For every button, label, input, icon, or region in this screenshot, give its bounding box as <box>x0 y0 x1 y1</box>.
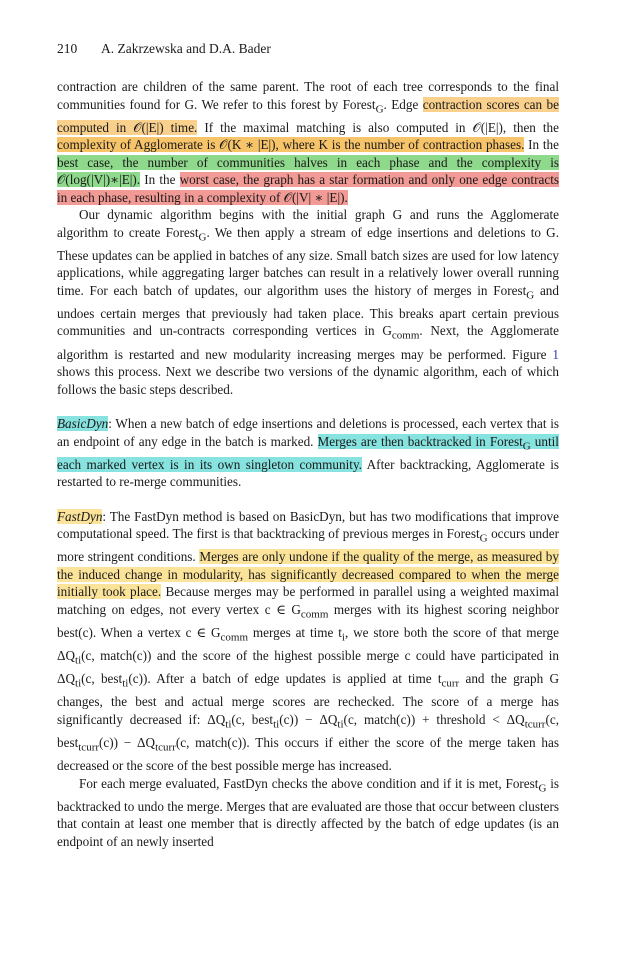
text-run: After backtracking, Agglomerate is restarted to re-merge communities. <box>57 456 560 490</box>
subscript: ti <box>122 677 129 690</box>
text-run: (c, best <box>231 711 274 727</box>
subscript: tcurr <box>155 741 176 754</box>
subscript: comm <box>220 631 249 644</box>
text-run: In the <box>524 137 559 153</box>
highlight-orange-complexity: complexity of Agglomerate is 𝒪(K ∗ |E|), where K is the number of contraction phases. <box>57 137 525 153</box>
subscript: i <box>341 631 345 644</box>
text-run: shows this process. Next we describe two versions of the dynamic algorithm, each of which follows the basic steps described. <box>57 364 559 397</box>
subscript: comm <box>391 330 420 343</box>
text-run: contraction are children of the same parent. The root of each tree corresponds to the final communities found for G. We refer to this forest by Forest <box>57 79 559 112</box>
text-run: occurs under more stringent conditions. <box>57 526 559 565</box>
text-run: merges at time t <box>248 624 342 640</box>
text-run: and the graph G changes, the best and actual merge scores are rechecked. The score of a merge has significantly decreased if: ΔQ <box>57 671 559 727</box>
text-run: merges with its highest scoring neighbor best(c). When a vertex c ∈ G <box>57 601 559 640</box>
page-number: 210 <box>57 41 78 56</box>
text-run: , we store both the score of that merge ΔQ <box>57 624 559 664</box>
text-run: : The FastDyn method is based on BasicDyn, but has two modifications that improve computational speed. The first is that backtracking of previous merges in Forest <box>57 508 559 542</box>
fastdyn-label: FastDyn <box>57 508 103 524</box>
highlight-green-best-case: best case, the number of communities halves in each phase and the complexity is 𝒪(log(|V|)∗|E|). <box>57 154 559 188</box>
paragraph-fastdyn <box>57 508 559 775</box>
highlight-yellow-merge-quality: Merges are only undone if the quality of the merge, as measured by the induced change in modularity, has significantly decreased compared to when the merge initially took place. <box>57 549 559 600</box>
subscript: G <box>526 289 535 302</box>
text-run: Because merges may be performed in parallel using a weighted maximal matching on edges, not every vertex c ∈ G <box>57 584 559 617</box>
text-run: : When a new batch of edge insertions and deletions is processed, each vertex that is an endpoint of any edge in the batch is marked. <box>57 416 559 449</box>
figure-reference-link[interactable]: 1 <box>552 346 559 362</box>
subscript: ti <box>75 654 82 667</box>
subscript: G <box>479 532 488 545</box>
paragraph-dynamic-algorithm <box>57 206 559 398</box>
paragraph-complexity <box>57 78 559 206</box>
text-run: In the <box>140 172 180 188</box>
text-run: Our dynamic algorithm begins with the initial graph G and runs the Agglomerate algorithm to create Forest <box>57 207 559 240</box>
subscript: G <box>198 231 207 244</box>
subscript: ti <box>225 718 232 731</box>
text-run: (c)). After a batch of edge updates is applied at time t <box>128 671 442 687</box>
subscript: ti <box>75 677 82 690</box>
text-run: and undoes certain merges that previously had taken place. This breaks apart certain previous communities and un-contracts corresponding vertices in G <box>57 282 559 339</box>
subscript: G <box>538 782 547 795</box>
text-run: . We then apply a stream of edge insertions and deletions to G. These updates can be applied in batches of any size. Small batch sizes are used for low latency applications, while aggregating larger batches can result in a relatively lower overall running time. For each batch of updates, our algorithm uses the history of merges in Forest <box>57 224 559 298</box>
author-line: A. Zakrzewska and D.A. Bader <box>101 41 271 56</box>
text-run: (c, best <box>57 711 559 751</box>
text-run: (c)) − ΔQ <box>279 711 338 727</box>
text-run: (c)) − ΔQ <box>99 735 156 751</box>
subscript: tcurr <box>524 718 546 731</box>
running-header <box>57 41 271 57</box>
subscript: ti <box>273 718 280 731</box>
text-run: Merges are then backtracked in Forest <box>317 433 523 449</box>
text-run: If the maximal matching is also computed in 𝒪(|E|), then the <box>197 119 559 135</box>
text-run: (c, best <box>81 671 123 687</box>
highlight-red-worst-case: worst case, the graph has a star formation and only one edge contracts in each phase, resulting in a complexity of 𝒪(|V| ∗ |E|). <box>57 172 559 205</box>
subscript: comm <box>300 608 329 621</box>
text-run: (c, match(c)) + threshold < ΔQ <box>343 711 525 727</box>
body-text <box>57 78 559 850</box>
paragraph-merge-evaluation <box>57 775 559 851</box>
text-run: For each merge evaluated, FastDyn checks the above condition and if it is met, Forest <box>79 775 539 791</box>
text-run: is backtracked to undo the merge. Merges that are evaluated are those that occur between clusters that contain at least one member that is directly affected by the batch of edge updates (is an endpoint of an newly inserted <box>57 775 560 849</box>
text-run: . Next, the Agglomerate algorithm is restarted and new modularity increasing merges may be performed. Figure <box>57 323 559 362</box>
text-run: until each marked vertex is in its own singleton community. <box>57 433 559 472</box>
text-run: . Edge <box>383 96 423 112</box>
subscript: curr <box>441 677 460 690</box>
text-run: (c, match(c)) and the score of the highest possible merge c could have participated in ΔQ <box>57 648 559 687</box>
paragraph-basicdyn <box>57 415 559 491</box>
subscript: G <box>375 103 384 116</box>
highlight-orange: contraction scores can be computed in 𝒪(|E|) time. <box>57 96 559 135</box>
subscript: ti <box>337 718 344 731</box>
subscript: tcurr <box>78 741 100 754</box>
subscript: G <box>522 440 531 453</box>
text-run: (c, match(c)). This occurs if either the score of the merge taken has decreased or the score of the best possible merge has increased. <box>57 735 559 774</box>
basicdyn-label: BasicDyn <box>57 416 109 432</box>
